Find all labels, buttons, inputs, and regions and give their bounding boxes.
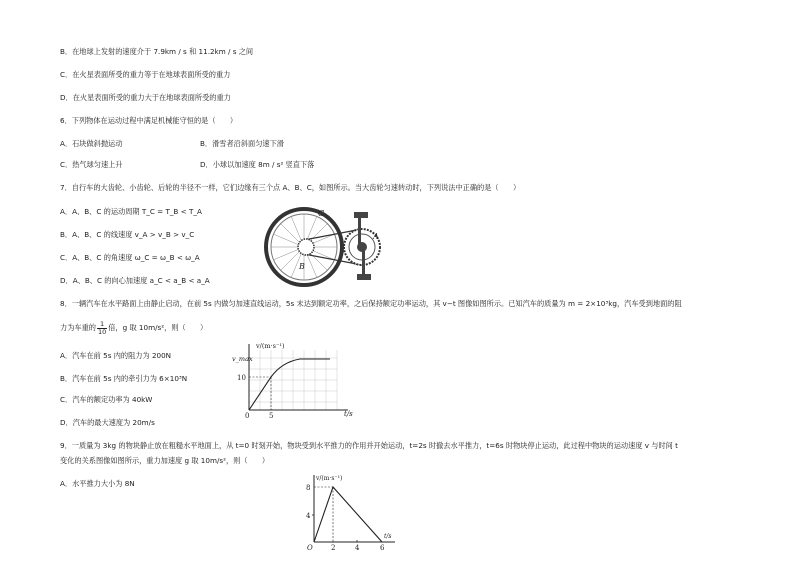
q8-option-a: A．汽车在前 5s 内的阻力为 200N (60, 351, 172, 360)
q9-x6-label: 6 (380, 544, 385, 552)
q6-option-d: D．小球以加速度 8m / s² 竖直下落 (200, 160, 315, 169)
small-gear (298, 239, 314, 255)
q9-option-a: A．水平推力大小为 8N (60, 479, 135, 488)
bicycle-gear-figure (262, 207, 392, 287)
q8-stem-line2 (60, 320, 207, 336)
q9-y-axis-label: v/(m·s⁻¹) (316, 475, 343, 482)
q7-stem: 7．自行车的大齿轮、小齿轮、后轮的半径不一样，它们边缘有三个点 A、B、C，如图所示。当大齿轮匀速转动时，下列说法中正确的是（ ） (60, 183, 521, 192)
q9-x4-label: 4 (355, 544, 360, 552)
label-c: C (318, 209, 325, 218)
q9-x2-label: 2 (331, 544, 336, 552)
fraction-denominator: 10 (97, 327, 107, 336)
q8-x-axis-label: t/s (344, 410, 353, 418)
velocity-curve (249, 359, 330, 410)
q8-option-d: D．汽车的最大速度为 20m/s (60, 418, 155, 427)
q9-y4-label: 4 (306, 512, 311, 520)
q6-stem: 6．下列物体在运动过程中满足机械能守恒的是（ ） (60, 116, 238, 125)
q8-option-b: B．汽车在前 5s 内的牵引力为 6×10³N (60, 374, 188, 383)
q8-y-axis-label: v/(m·s⁻¹) (256, 342, 285, 350)
q7-option-a: A．A、B、C 的运动周期 T_C = T_B < T_A (60, 207, 202, 216)
label-a: A (373, 232, 379, 241)
q6-option-a: A．石块做斜抛运动 (60, 139, 123, 148)
q9-stem-line1: 9．一质量为 3kg 的物块静止放在粗糙水平地面上，从 t=0 时刻开始，物块受到水平推力的作用并开始运动，t=2s 时撤去水平推力，t=6s 时物块停止运动，此过程中物块的运动速度 v 与时间 t (60, 441, 678, 450)
q5-option-d: D．在火星表面所受的重力大于在地球表面所受的重力 (60, 93, 231, 102)
q9-y8-label: 8 (306, 484, 311, 492)
q5-option-c: C．在火星表面所受的重力等于在地球表面所受的重力 (60, 70, 231, 79)
q7-option-b: B．A、B、C 的线速度 v_A > v_B > v_C (60, 230, 195, 239)
q8-x5-label: 5 (269, 412, 274, 420)
fraction-numerator: 1 (97, 321, 107, 329)
q6-option-c: C．热气球匀速上升 (60, 160, 123, 169)
fraction (97, 321, 107, 336)
q9-stem-line2: 变化的关系图像如图所示，重力加速度 g 取 10m/s²，则（ ） (60, 456, 270, 465)
q8-vmax-label: v_max (232, 355, 253, 363)
q9-vt-graph (300, 472, 400, 558)
big-gear (344, 212, 380, 280)
q9-x-axis-label: t/s (384, 533, 392, 540)
label-b: B (299, 262, 305, 271)
q8-option-c: C．汽车的额定功率为 40kW (60, 395, 153, 404)
q9-origin-label: O (307, 544, 313, 552)
q7-option-d: D．A、B、C 的向心加速度 a_C < a_B < a_A (60, 276, 210, 285)
velocity-line (314, 487, 382, 542)
q8-stem-post: 倍，g 取 10m/s²，则（ ） (108, 323, 208, 332)
q8-origin-label: 0 (245, 412, 250, 420)
q7-option-c: C．A、B、C 的角速度 ω_C = ω_B < ω_A (60, 253, 200, 262)
q8-y10-label: 10 (237, 374, 246, 382)
q8-vt-graph (230, 340, 360, 422)
q5-option-b: B．在地球上发射的速度介于 7.9km / s 和 11.2km / s 之间 (60, 47, 254, 56)
q8-stem-pre: 力为车重的 (60, 323, 96, 332)
q8-stem-line1: 8．一辆汽车在水平路面上由静止启动，在前 5s 内做匀加速直线运动，5s 末达到额定功率，之后保持额定功率运动，其 v−t 图像如图所示。已知汽车的质量为 m = 2×10³kg，汽车受到地面的阻 (60, 299, 682, 308)
q6-option-b: B．滑雪者沿斜面匀速下滑 (200, 139, 284, 148)
